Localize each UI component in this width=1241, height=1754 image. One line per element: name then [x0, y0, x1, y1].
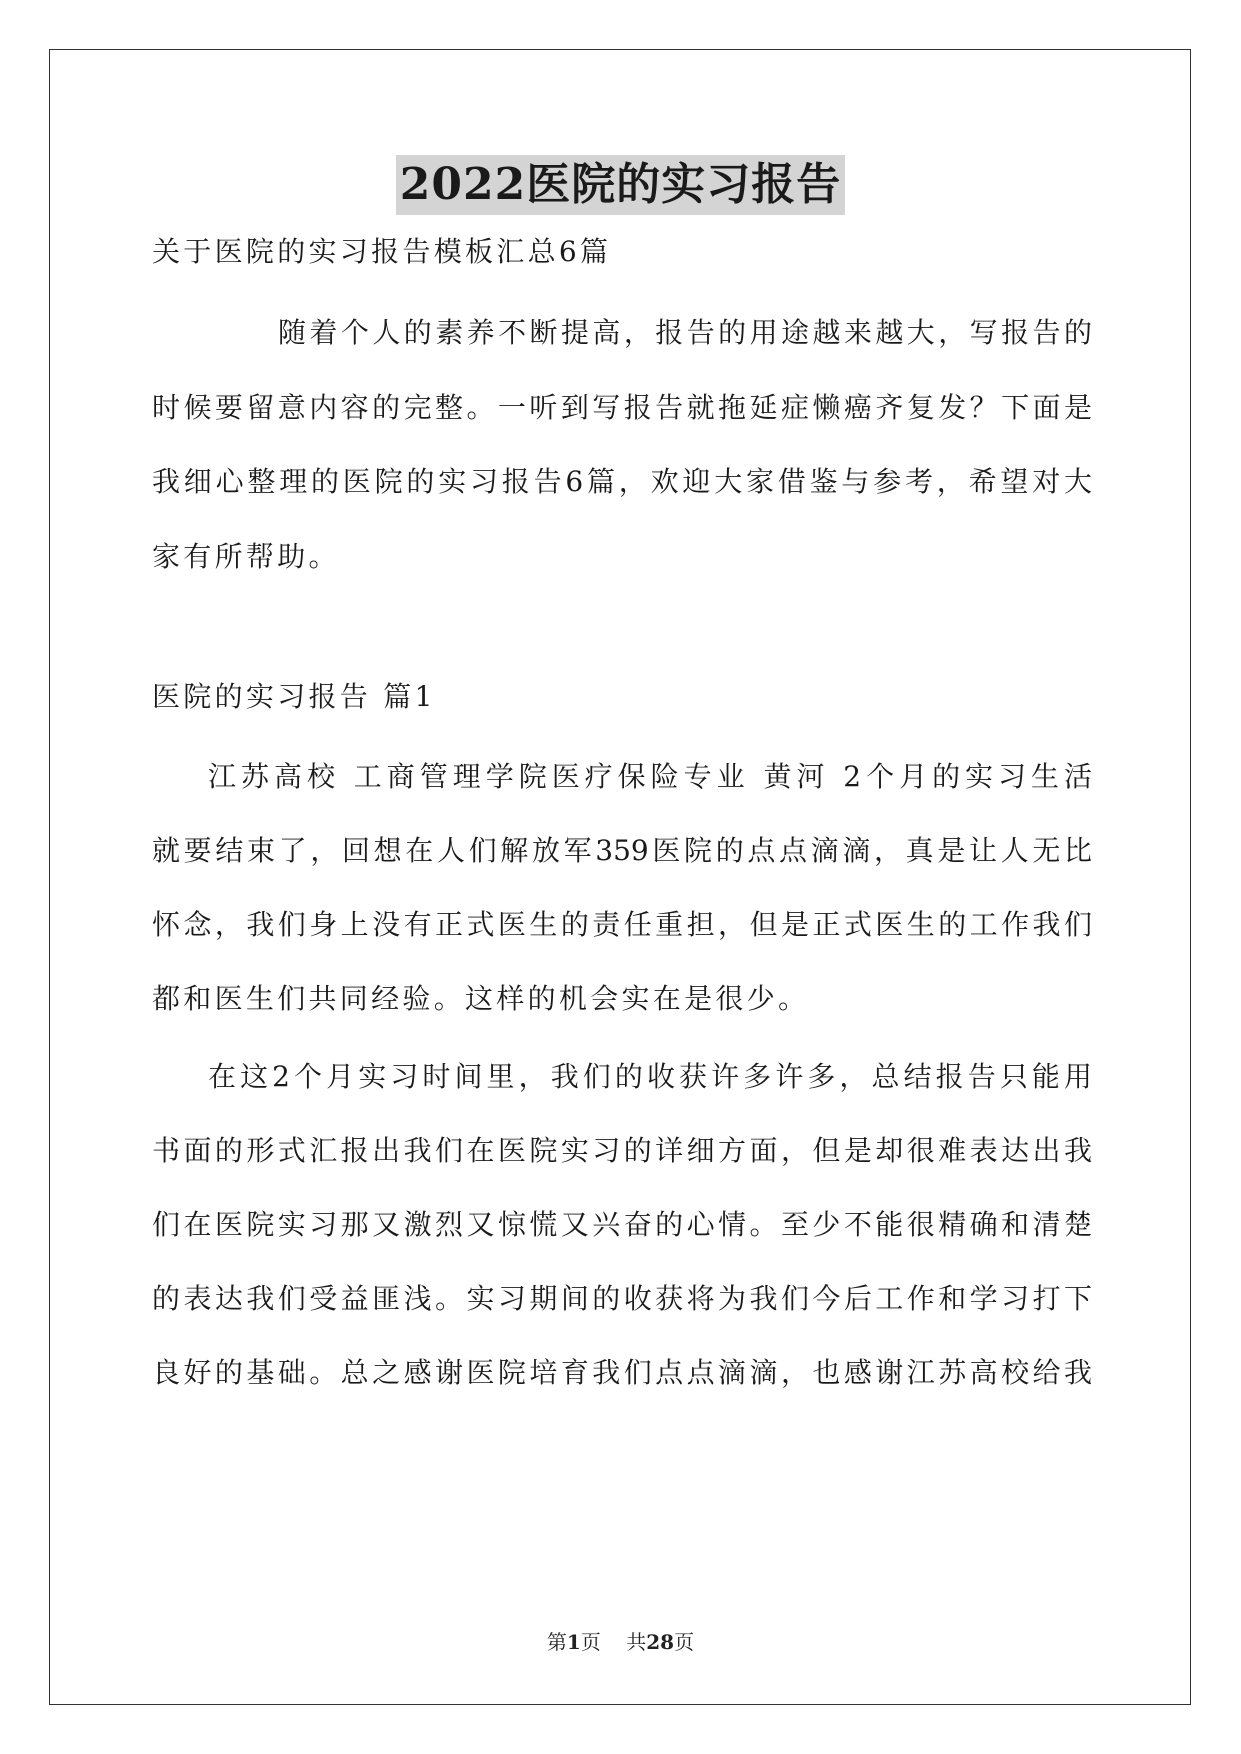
intro-line: 家有所帮助。 [152, 540, 340, 573]
paragraph-line: 怀念，我们身上没有正式医生的责任重担，但是正式医生的工作我们 [152, 908, 1092, 941]
paragraph-line: 在这2个月实习时间里，我们的收获许多许多，总结报告只能用 [208, 1060, 1092, 1093]
intro-line: 时候要留意内容的完整。一听到写报告就拖延症懒癌齐复发？下面是 [152, 391, 1092, 424]
paragraph-line: 都和医生们共同经验。这样的机会实在是很少。 [152, 982, 810, 1015]
total-pages: 28 [646, 1630, 675, 1654]
paragraph-line: 书面的形式汇报出我们在医院实习的详细方面，但是却很难表达出我 [152, 1134, 1092, 1167]
page-number: 1 [566, 1630, 581, 1654]
document-subtitle: 关于医院的实习报告模板汇总6篇 [152, 235, 612, 268]
document-title-text: 2022医院的实习报告 [396, 155, 845, 215]
total-suffix: 页 [674, 1630, 695, 1654]
intro-line: 我细心整理的医院的实习报告6篇，欢迎大家借鉴与参考，希望对大 [152, 465, 1092, 498]
paragraph-line: 的表达我们受益匪浅。实习期间的收获将为我们今后工作和学习打下 [152, 1282, 1092, 1315]
paragraph-line: 良好的基础。总之感谢医院培育我们点点滴滴，也感谢江苏高校给我 [152, 1356, 1092, 1389]
page-footer [0, 1628, 1241, 1656]
section-heading: 医院的实习报告 篇1 [152, 680, 436, 713]
paragraph-line: 江苏高校 工商管理学院医疗保险专业 黄河 2个月的实习生活 [208, 760, 1092, 793]
intro-line: 随着个人的素养不断提高，报告的用途越来越大，写报告的 [278, 316, 1092, 349]
page-border [49, 49, 1191, 1705]
total-prefix: 共 [626, 1630, 647, 1654]
page-prefix: 第 [546, 1630, 567, 1654]
document-title [0, 155, 1241, 215]
paragraph-line: 就要结束了，回想在人们解放军359医院的点点滴滴，真是让人无比 [152, 834, 1092, 867]
paragraph-line: 们在医院实习那又激烈又惊慌又兴奋的心情。至少不能很精确和清楚 [152, 1208, 1092, 1241]
page-suffix: 页 [580, 1630, 601, 1654]
